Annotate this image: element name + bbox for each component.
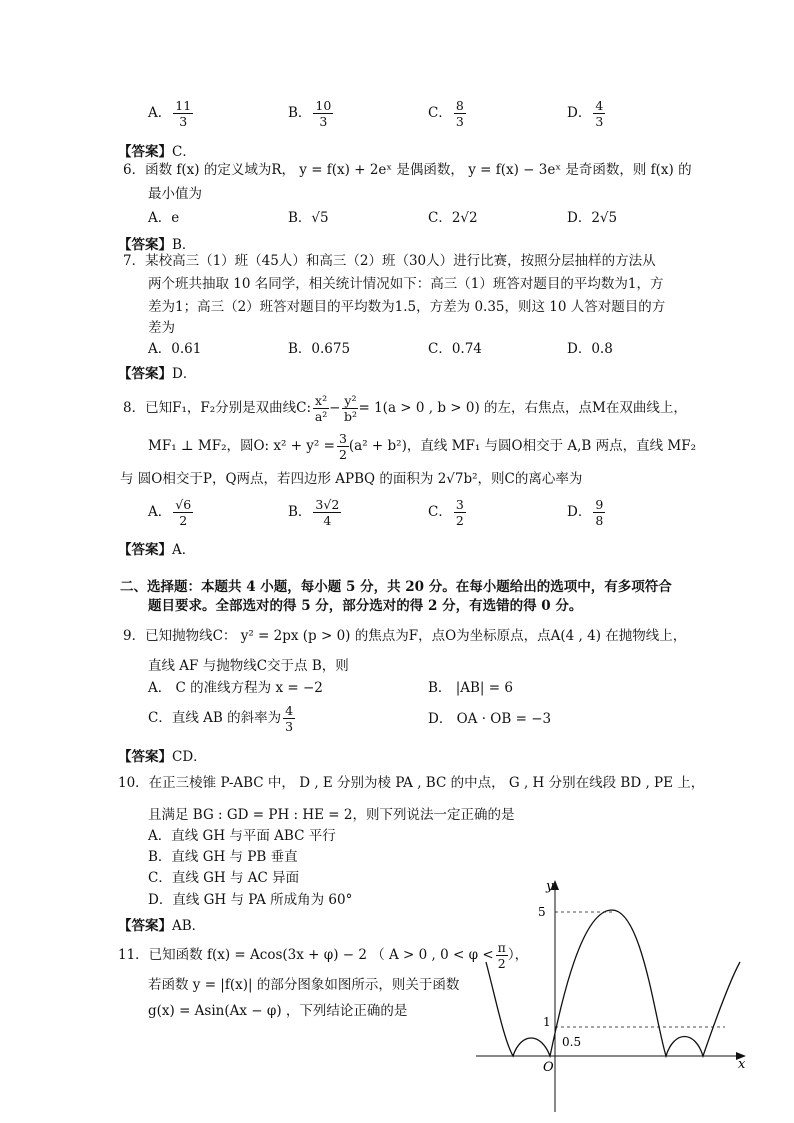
q5-option-b: B． $\frac{10}{3}$ (288, 98, 332, 129)
q5-option-a (148, 98, 193, 129)
q11-stem-line3: g(x) = Asin(Ax − φ) ，下列结论正确的是 (148, 1003, 408, 1019)
q8-stem-line3: 与 圆O相交于P，Q两点，若四边形 APBQ 的面积为 2√7b²，则C的离心率为 (120, 471, 583, 487)
q6-option-b: B．√5 (288, 210, 329, 226)
q8-option-b: B． $\frac{3√2}{4}$ (288, 497, 340, 528)
q6-stem-line2: 最小值为 (148, 186, 202, 202)
q7-option-c: C．0.74 (428, 341, 482, 357)
q7-stem-line4: 差为 (148, 320, 175, 336)
q10-stem-line1: 10．在正三棱锥 P-ABC 中， D , E 分别为棱 PA , BC 的中点， G , H 分别在线段 BD , PE 上， (118, 775, 705, 791)
q9-stem-line2: 直线 AF 与抛物线C交于点 B，则 (148, 658, 349, 674)
q8-option-c: C． $\frac{3}{2}$ (428, 497, 464, 528)
q5-option-c: C． $\frac{8}{3}$ (428, 98, 464, 129)
q8-stem-line1: 8．已知F₁，F₂分别是双曲线C: $\frac{\text{x²}}{\text{a²}}$ − $\frac{\text{y²}}{\text{b²}}$ = 1(a > 0 , b > 0) 的左，右焦点，点M在双曲线上， (123, 393, 687, 424)
q10-answer: 【答案】AB． (118, 918, 206, 934)
curve-abs-f (486, 910, 740, 1056)
q6-stem-line1: 6．函数 f(x) 的定义域为R， y = f(x) + 2eˣ 是偶函数， y = f(x) − 3eˣ 是奇函数，则 f(x) 的 (123, 162, 692, 178)
q7-option-a: A．0.61 (148, 341, 202, 357)
x-axis-label: x (738, 1057, 746, 1072)
q9-option-d: D． OA · OB = −3 (428, 711, 552, 727)
q7-answer: 【答案】D． (118, 366, 197, 382)
q9-answer: 【答案】CD． (118, 749, 207, 765)
q8-option-a: A． $\frac{√6}{2}$ (148, 497, 192, 528)
tick-label-0-5: 0.5 (562, 1035, 582, 1049)
q9-option-b: B． |AB| = 6 (428, 680, 513, 696)
q7-stem-line1: 7．某校高三（1）班（45人）和高三（2）班（30人）进行比赛，按照分层抽样的方法从 (123, 253, 656, 269)
q11-stem-line1: 11．已知函数 f(x) = Acos(3x + φ) − 2 （ A > 0 , 0 < φ < $\frac{\pi}{2}$ ）， (118, 940, 529, 971)
function-graph (470, 870, 760, 1115)
q5-option-d: D． $\frac{4}{3}$ (567, 98, 604, 129)
option-letter: A． (148, 105, 172, 121)
q7-stem-line2: 两个班共抽取 10 名同学，相关统计情况如下：高三（1）班答对题目的平均数为1，方 (148, 276, 664, 292)
q10-option-d: D．直线 GH 与 PA 所成角为 60° (148, 892, 353, 908)
q11-stem-line2: 若函数 y = |f(x)| 的部分图象如图所示，则关于函数 (148, 977, 460, 993)
q7-stem-line3: 差为1；高三（2）班答对题目的平均数为1.5，方差为 0.35，则这 10 人答对题目的方 (148, 299, 666, 315)
q6-answer: 【答案】B． (118, 237, 196, 253)
q5-answer: 【答案】C． (118, 144, 196, 160)
tick-label-1: 1 (543, 1015, 551, 1029)
q6-option-d: D．2√5 (567, 210, 618, 226)
q7-option-b: B．0.675 (288, 341, 351, 357)
section2-heading-line1: 二、选择题：本题共 4 小题，每小题 5 分，共 20 分。在每小题给出的选项中，有多项符合 (120, 579, 672, 595)
option-fraction: $\frac{11}{3}$ (175, 98, 192, 129)
origin-label: O (543, 1060, 554, 1075)
tick-label-5: 5 (538, 905, 546, 919)
q9-option-a: A． C 的准线方程为 x = −2 (148, 680, 323, 696)
q10-option-b: B．直线 GH 与 PB 垂直 (148, 849, 298, 865)
q8-option-d: D． $\frac{9}{8}$ (567, 497, 604, 528)
q8-answer: 【答案】A． (118, 542, 196, 558)
q7-option-d: D．0.8 (567, 341, 613, 357)
q6-option-a: A．e (148, 210, 180, 226)
q6-option-c: C．2√2 (428, 210, 478, 226)
q9-option-c: C．直线 AB 的斜率为 $\frac{4}{3}$ (148, 703, 294, 734)
q10-option-c: C．直线 GH 与 AC 异面 (148, 870, 300, 886)
q10-option-a: A．直线 GH 与平面 ABC 平行 (148, 828, 336, 844)
q8-stem-line2: MF₁ ⊥ MF₂，圆O: x² + y² = $\frac{3}{2}$ (a² + b²)，直线 MF₁ 与圆O相交于 A,B 两点，直线 MF₂ (148, 431, 697, 462)
section2-heading-line2: 题目要求。全部选对的得 5 分，部分选对的得 2 分，有选错的得 0 分。 (148, 598, 583, 614)
y-axis-label: y (546, 879, 554, 894)
q10-stem-line2: 且满足 BG : GD = PH : HE = 2，则下列说法一定正确的是 (148, 807, 515, 823)
q9-stem-line1: 9．已知抛物线C： y² = 2px (p > 0) 的焦点为F，点O为坐标原点，点A(4 , 4) 在抛物线上， (123, 628, 687, 644)
